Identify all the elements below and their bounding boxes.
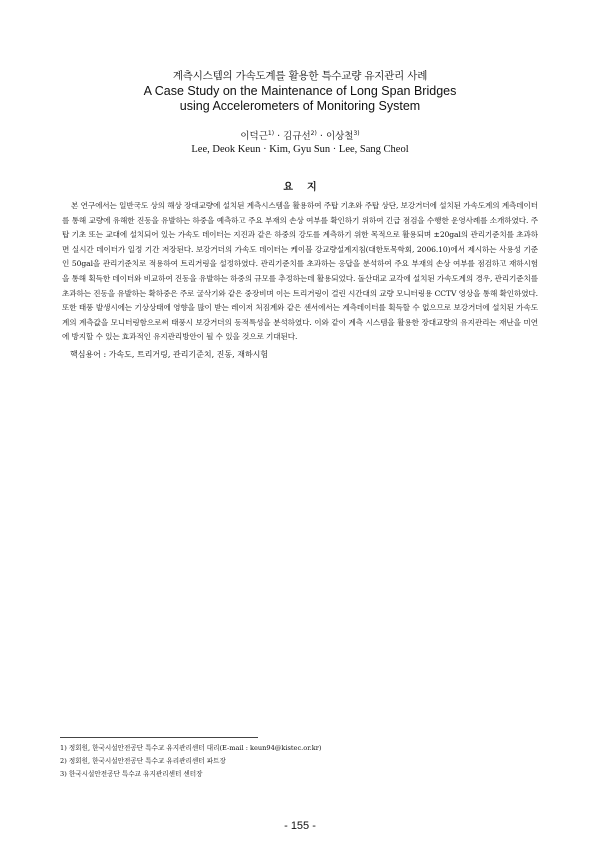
author-3-mark: 3)	[353, 129, 360, 137]
authors-korean	[0, 128, 600, 142]
footnote-2: 2) 정회원, 한국시설안전공단 특수교 유리관리센터 파트장	[60, 756, 226, 765]
title-korean: 계측시스템의 가속도계를 활용한 특수교량 유지관리 사례	[172, 70, 428, 82]
footnote-divider	[60, 737, 258, 738]
abstract-body: 본 연구에서는 일반국도 상의 해상 장대교량에 설치된 계측시스템을 활용하여 주탑 기초와 주탑 상단, 보강거더에 설치된 가속도계의 계측데이터를 통해 교량에 유해한 진동을 유발하는 하중을 예측하고 주요 부재의 손상 여부를 확인하기 위하여 긴급 점검을 수행한 운영사례를 소개하였다. 주탑 기초 또는 교대에 설치되어 있는 가속도 데이터는 지진과 같은 하중의 강도를 계측하기 위한 목적으로 활용되며 ±20gal의 관리기준치를 초과하면 실시간 데이터가 일정 기간 저장된다. 보강거더의 가속도 데이터는 케이블 강교량설계지침(대한토목학회, 2006.10)에서 제시하는 사용성 기준인 50gal을 관리기준치로 적용하여 트리거링을 설정하였다. 관리기준치를 초과하는 응답을 분석하여 주요 부재의 손상 여부를 점검하고 재하시험을 통해 획득한 데이터와 비교하여 진동을 유발하는 하중의 규모를 추정하는데 활용되었다. 돌산대교 교각에 설치된 가속도계의 경우, 관리기준치를 초과하는 진동을 유발하는 확하중은 주로 굴삭기와 같은 중장비며 이는 트리거링이 걸린 시간대의 교량 모니터링용 CCTV 영상을 통해 확인하였다. 또한 태풍 발생시에는 기상상태에 영향을 많이 받는 레이저 처짐계와 같은 센서에서는 계측데이터를 획득할 수 없으므로 보강거더에 설치된 가속도계의 계측값을 모니터링함으로써 태풍시 보강거더의 동적특성을 분석하였다. 이와 같이 계측 시스템을 활용한 장대교량의 유지관리는 재난을 미연에 방지할 수 있는 효과적인 유지관리방안이 될 수 있을 것으로 기대된다.	[62, 201, 538, 342]
abstract-heading: 요지	[283, 182, 331, 193]
footnote-3: 3) 한국시설안전공단 특수교 유지관리센터 센터장	[60, 769, 203, 778]
keywords: 핵심용어 : 가속도, 트리거링, 관리기준치, 진동, 재하시험	[70, 350, 269, 359]
author-3-name: 이상철	[325, 131, 354, 142]
author-separator: ·	[319, 131, 323, 142]
title-english	[0, 84, 600, 114]
author-2-mark: 2)	[310, 129, 317, 137]
author-2-name: 김규선	[283, 131, 311, 142]
author-1-name: 이덕근	[240, 131, 268, 142]
title-english-line1: A Case Study on the Maintenance of Long Span Bridges	[143, 84, 457, 98]
title-english-line2: using Accelerometers of Monitoring System	[179, 99, 421, 113]
author-separator: ·	[277, 131, 281, 142]
authors-english: Lee, Deok Keun · Kim, Gyu Sun · Lee, Sang Cheol	[191, 144, 409, 155]
footnotes	[60, 742, 540, 780]
footnote-1: 1) 정회원, 한국시설안전공단 특수교 유지관리센터 대리(E-mail : keun94@kistec.or.kr)	[60, 744, 322, 752]
author-1-mark: 1)	[267, 129, 275, 137]
page-number: - 155 -	[284, 820, 316, 832]
